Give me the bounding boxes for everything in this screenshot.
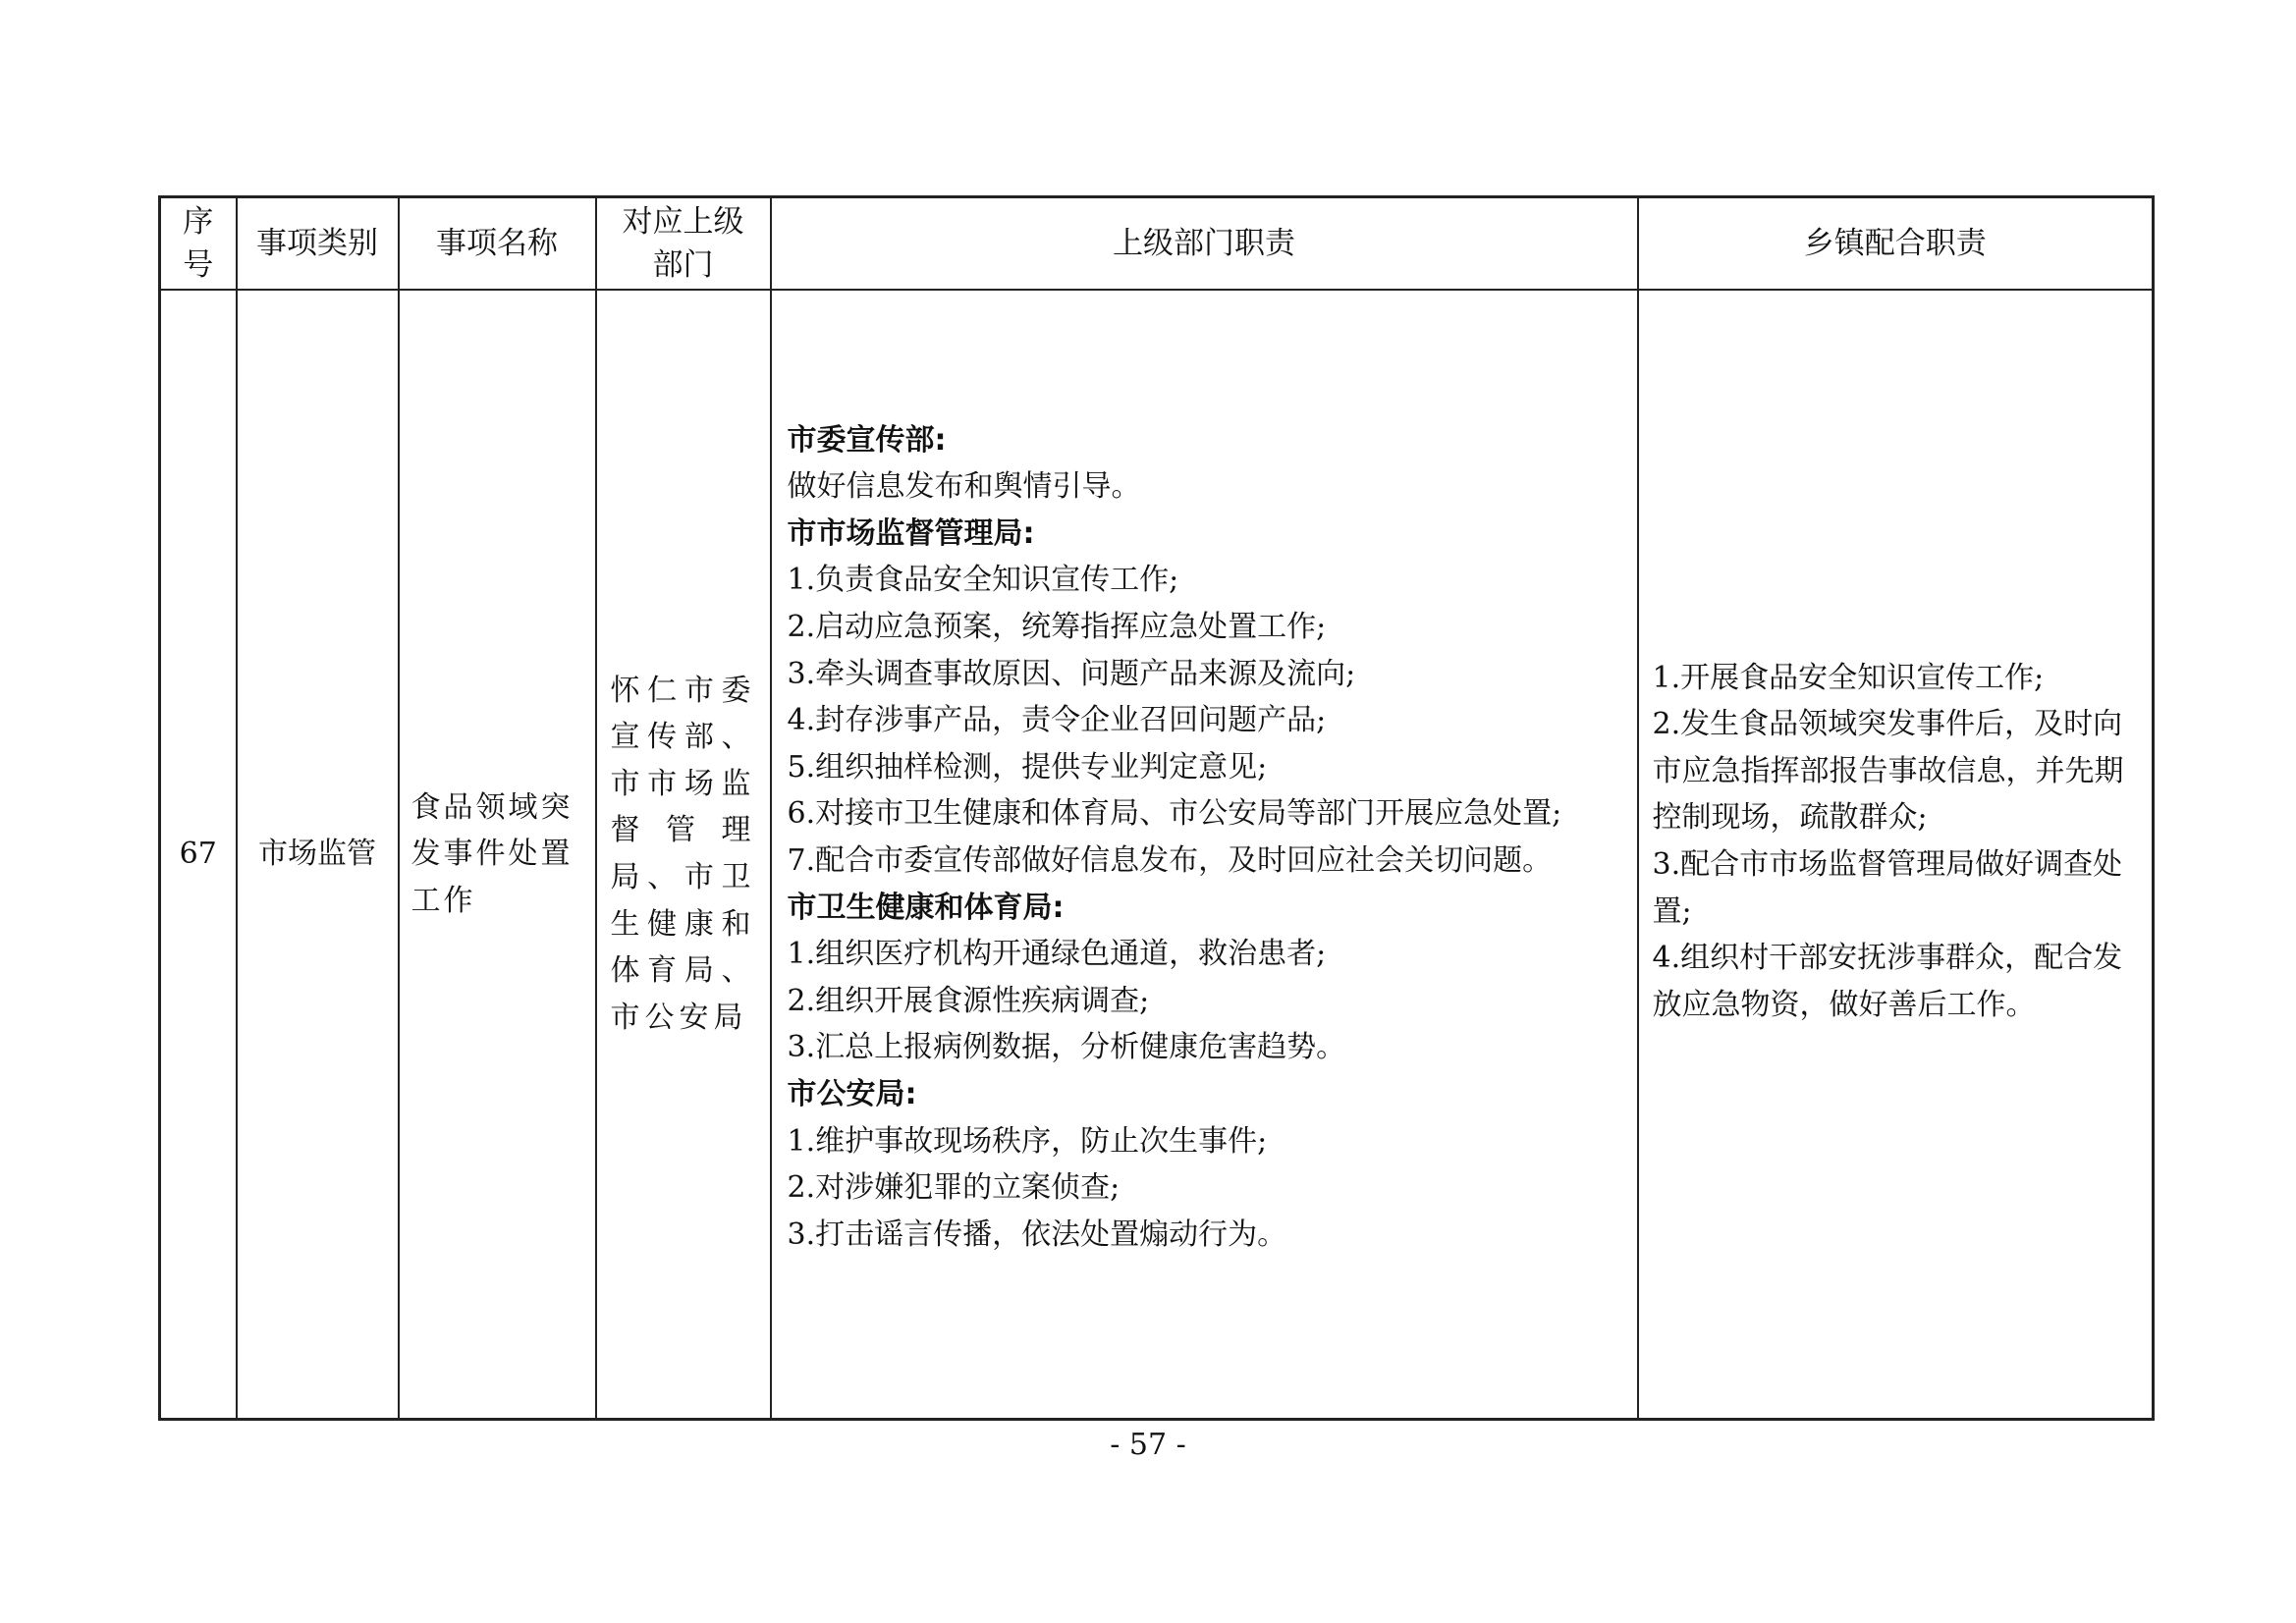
header-coop: 乡镇配合职责 — [1638, 197, 2154, 291]
duty-line: 3.打击谣言传播，依法处置煽动行为。 — [787, 1217, 1287, 1252]
coop-line: 1.开展食品安全知识宣传工作; — [1652, 660, 2045, 695]
duty-line: 做好信息发布和舆情引导。 — [787, 469, 1141, 505]
table-header-row — [160, 197, 2154, 291]
duty-line: 2.对涉嫌犯罪的立案侦查; — [787, 1170, 1121, 1206]
cell-item-name: 食品领域突发事件处置工作 — [399, 290, 596, 1420]
page-number: - 57 - — [1110, 1428, 1186, 1462]
responsibility-table — [158, 195, 2155, 1421]
coop-line: 4.组织村干部安抚涉事群众，配合发放应急物资，做好善后工作。 — [1652, 941, 2123, 1022]
cell-coop — [1638, 290, 2154, 1420]
duty-line: 5.组织抽样检测，提供专业判定意见; — [787, 749, 1268, 784]
cell-duty — [771, 290, 1638, 1420]
header-dept: 对应上级部门 — [596, 197, 771, 291]
coop-line: 3.配合市市场监督管理局做好调查处置; — [1652, 847, 2123, 929]
duty-line: 1.维护事故现场秩序，防止次生事件; — [787, 1123, 1268, 1159]
duty-line: 3.牵头调查事故原因、问题产品来源及流向; — [787, 656, 1356, 691]
duty-line: 1.负责食品安全知识宣传工作; — [787, 563, 1179, 598]
duty-line: 2.组织开展食源性疾病调查; — [787, 983, 1150, 1018]
duty-block-head: 市委宣传部: — [787, 422, 947, 458]
duty-line: 1.组织医疗机构开通绿色通道，救治患者; — [787, 937, 1327, 972]
duty-line: 7.配合市委宣传部做好信息发布，及时回应社会关切问题。 — [787, 843, 1553, 878]
header-seq: 序号 — [160, 197, 237, 291]
header-category: 事项类别 — [237, 197, 399, 291]
header-name: 事项名称 — [399, 197, 596, 291]
coop-line: 2.发生食品领域突发事件后，及时向市应急指挥部报告事故信息，并先期控制现场，疏散群众; — [1652, 707, 2124, 836]
duty-line: 2.启动应急预案，统筹指挥应急处置工作; — [787, 610, 1327, 645]
cell-category: 市场监管 — [237, 290, 399, 1420]
duty-line: 4.封存涉事产品，责令企业召回问题产品; — [787, 703, 1327, 738]
duty-line: 6.对接市卫生健康和体育局、市公安局等部门开展应急处置; — [787, 796, 1562, 832]
header-duty: 上级部门职责 — [771, 197, 1638, 291]
duty-block-head: 市市场监督管理局: — [787, 515, 1035, 551]
table-row — [160, 290, 2154, 1420]
cell-dept: 怀仁市委宣传部、市市场监督管理局、市卫生健康和体育局、市公安局 — [596, 290, 771, 1420]
duty-block-head: 市公安局: — [787, 1076, 917, 1111]
duty-line: 3.汇总上报病例数据，分析健康危害趋势。 — [787, 1030, 1346, 1065]
duty-block-head: 市卫生健康和体育局: — [787, 890, 1065, 925]
cell-seq: 67 — [160, 290, 237, 1420]
